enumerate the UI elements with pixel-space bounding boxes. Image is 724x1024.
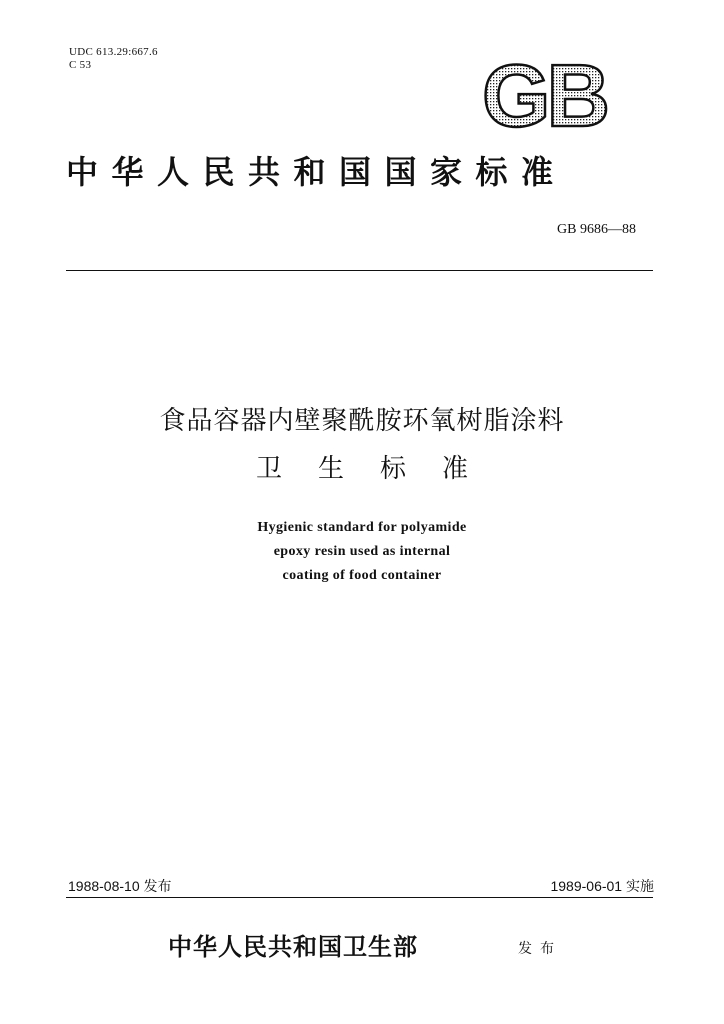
bottom-divider: [66, 897, 653, 898]
issuer-suffix: 发布: [518, 941, 562, 957]
chinese-title-line-1: 食品容器内壁聚酰胺环氧树脂涂料: [159, 406, 565, 436]
issuer-name: 中华人民共和国卫生部: [168, 932, 418, 961]
english-title-line-3: coating of food container: [282, 568, 442, 583]
class-code: C 53: [69, 59, 92, 71]
gb-logo-graphic: [472, 56, 616, 132]
gb-logo-text: GB: [482, 56, 606, 132]
english-title-line-2: epoxy resin used as internal: [273, 544, 451, 559]
english-title: [0, 516, 724, 588]
udc-code: UDC 613.29:667.6: [69, 46, 158, 58]
gb-logo: [472, 56, 616, 132]
top-divider: [66, 270, 653, 271]
classification-block: [69, 46, 158, 72]
issue-date: 1988-08-10 发布: [68, 878, 172, 894]
chinese-title-line-2: 卫生标准: [255, 454, 504, 484]
standard-number: GB 9686—88: [557, 222, 636, 237]
effective-date: 1989-06-01 实施: [550, 878, 654, 894]
page-title: 中华人民共和国国家标准: [66, 153, 567, 191]
english-title-line-1: Hygienic standard for polyamide: [257, 520, 467, 535]
